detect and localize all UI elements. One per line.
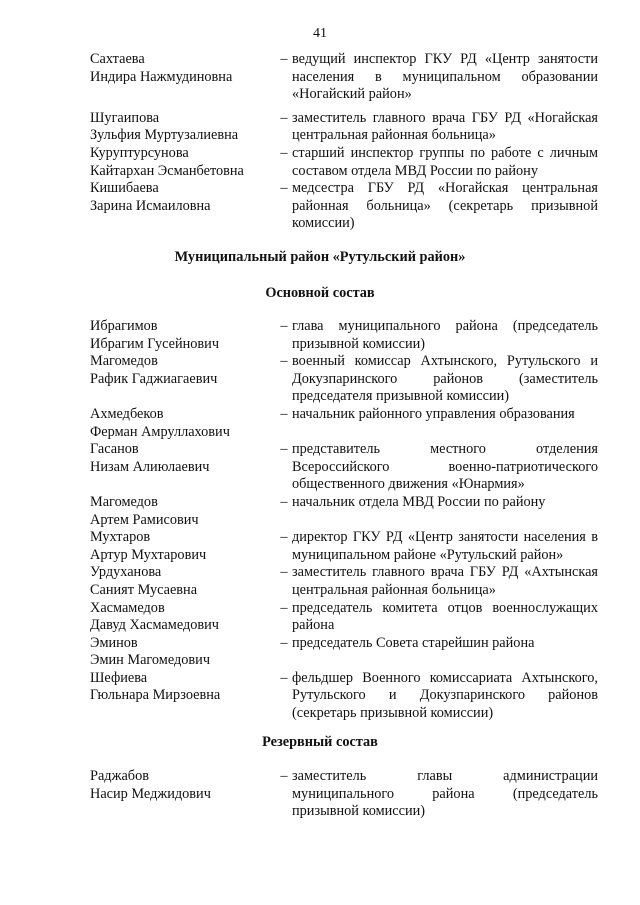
surname: Куруптурсунова xyxy=(90,144,189,161)
surname: Шефиева xyxy=(90,669,148,686)
surname: Магомедов xyxy=(90,493,158,510)
person-name xyxy=(90,600,276,635)
person-name xyxy=(90,564,276,599)
page-number: 41 xyxy=(313,26,327,41)
position-description: старший инспектор группы по работе с личным составом отдела МВД России по району xyxy=(292,144,598,179)
given-name: Зарина Исмаиловна xyxy=(90,197,211,214)
position-description: фельдшер Военного комиссариата Ахтынского, Рутульского и Докузпаринского районов (секретарь призывной комиссии) xyxy=(292,669,598,722)
person-name xyxy=(90,670,276,723)
surname: Хасмамедов xyxy=(90,599,165,616)
dash: – xyxy=(280,109,288,126)
list-item xyxy=(90,145,612,180)
position-description: председатель Совета старейшин района xyxy=(292,634,535,651)
person-name xyxy=(90,768,276,821)
person-name xyxy=(90,353,276,406)
dash: – xyxy=(280,768,288,784)
surname: Сахтаева xyxy=(90,51,145,67)
surname: Ахмедбеков xyxy=(90,405,164,422)
surname: Гасанов xyxy=(90,441,139,458)
position-description: директор ГКУ РД «Центр занятости населения в муниципальном районе «Рутульский район» xyxy=(292,529,598,563)
person-name xyxy=(90,529,276,564)
position-description: начальник районного управления образования xyxy=(292,405,575,422)
person-name xyxy=(90,51,276,104)
position-description: представитель местного отделения Всероссийского военно-патриотического общественного движения «Юнармия» xyxy=(292,441,598,493)
surname: Шугаипова xyxy=(90,109,160,126)
person-name xyxy=(90,318,276,353)
dash: – xyxy=(280,669,288,686)
position-description: начальник отдела МВД России по району xyxy=(292,493,546,510)
top-entries-list xyxy=(90,51,612,233)
person-name xyxy=(90,180,276,233)
dash: – xyxy=(280,564,288,581)
surname: Эминов xyxy=(90,634,138,651)
dash: – xyxy=(280,441,288,458)
surname: Магомедов xyxy=(90,353,158,370)
position-description: медсестра ГБУ РД «Ногайская центральная районная больница» (секретарь призывной комиссии) xyxy=(292,180,598,232)
given-name: Рафик Гаджиагаевич xyxy=(90,370,218,387)
list-item xyxy=(90,441,612,494)
list-item xyxy=(90,406,612,441)
surname: Мухтаров xyxy=(90,529,151,546)
person-name xyxy=(90,635,276,670)
reserve-composition-heading: Резервный состав xyxy=(262,734,378,750)
surname: Урдуханова xyxy=(90,564,162,581)
given-name: Ибрагим Гусейнович xyxy=(90,335,220,352)
person-name xyxy=(90,441,276,494)
dash: – xyxy=(280,144,288,161)
dash: – xyxy=(280,634,288,651)
list-item xyxy=(90,494,612,529)
list-item xyxy=(90,180,612,233)
section-title: Муниципальный район «Рутульский район» xyxy=(174,249,466,265)
dash: – xyxy=(280,599,288,616)
surname: Раджабов xyxy=(90,768,149,784)
dash: – xyxy=(280,51,288,67)
list-item xyxy=(90,110,612,145)
given-name: Саният Мусаевна xyxy=(90,581,198,598)
position-description: заместитель главного врача ГБУ РД «Ногайская центральная районная больница» xyxy=(292,109,598,144)
list-item xyxy=(90,353,612,406)
position-description: ведущий инспектор ГКУ РД «Центр занятости населения в муниципальном образовании «Ногайский район» xyxy=(292,51,598,103)
position-description: заместитель главного врача ГБУ РД «Ахтынская центральная районная больница» xyxy=(292,564,598,598)
given-name: Эмин Магомедович xyxy=(90,652,211,669)
list-item xyxy=(90,600,612,635)
position-description: военный комиссар Ахтынского, Рутульского и Докузпаринского районов (заместитель председателя призывной комиссии) xyxy=(292,353,598,405)
position-description: председатель комитета отцов военнослужащих района xyxy=(292,599,598,634)
dash: – xyxy=(280,180,288,197)
dash: – xyxy=(280,405,288,422)
main-composition-heading: Основной состав xyxy=(265,285,375,301)
position-description: глава муниципального района (председатель призывной комиссии) xyxy=(292,318,598,352)
dash: – xyxy=(280,529,288,546)
dash: – xyxy=(280,318,288,334)
reserve-entries-list xyxy=(90,768,612,821)
dash: – xyxy=(280,353,288,370)
list-item xyxy=(90,768,612,821)
list-item xyxy=(90,670,612,723)
given-name: Гюльнара Мирзоевна xyxy=(90,687,221,704)
person-name xyxy=(90,494,276,529)
list-item xyxy=(90,564,612,599)
surname: Кишибаева xyxy=(90,180,159,197)
given-name: Низам Алиюлаевич xyxy=(90,458,210,475)
list-item xyxy=(90,635,612,670)
surname: Ибрагимов xyxy=(90,318,158,334)
list-item xyxy=(90,529,612,564)
dash: – xyxy=(280,493,288,510)
given-name: Насир Меджидович xyxy=(90,785,211,802)
given-name: Давуд Хасмамедович xyxy=(90,617,219,634)
position-description: заместитель главы администрации муниципального района (председатель призывной комиссии) xyxy=(292,768,598,820)
list-item xyxy=(90,51,612,104)
person-name xyxy=(90,145,276,180)
main-entries-list xyxy=(90,318,612,723)
given-name: Артем Рамисович xyxy=(90,511,199,528)
person-name xyxy=(90,406,276,441)
list-item xyxy=(90,318,612,353)
given-name: Зульфия Муртузалиевна xyxy=(90,127,239,144)
given-name: Кайтархан Эсманбетовна xyxy=(90,162,244,179)
given-name: Ферман Амруллахович xyxy=(90,423,230,440)
given-name: Индира Нажмудиновна xyxy=(90,68,233,85)
person-name xyxy=(90,110,276,145)
given-name: Артур Мухтарович xyxy=(90,546,207,563)
